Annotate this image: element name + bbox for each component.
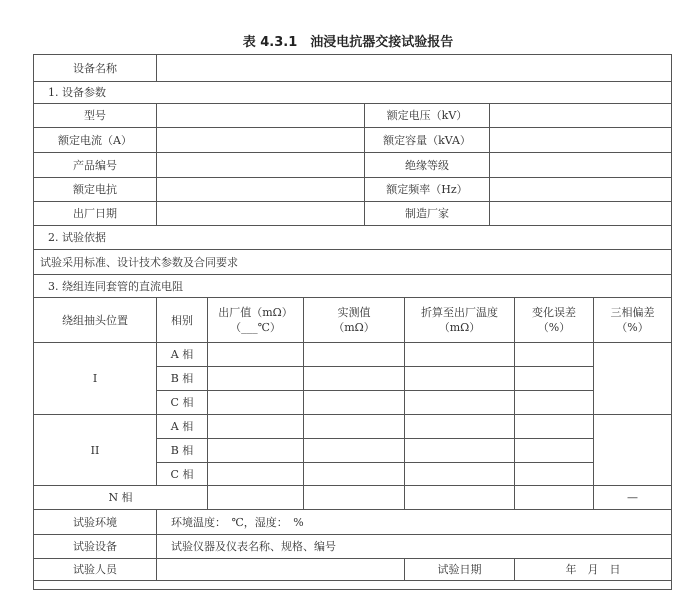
manufacture-date-label: 出厂日期 xyxy=(33,201,157,226)
manufacturer-field[interactable] xyxy=(489,201,672,226)
rated-frequency-label: 额定频率（Hz） xyxy=(364,177,490,202)
date-field[interactable]: 年 月 日 xyxy=(514,558,672,581)
converted-cell[interactable] xyxy=(404,438,515,463)
converted-cell[interactable] xyxy=(404,462,515,486)
rated-current-label: 额定电流（A） xyxy=(33,127,157,153)
header-change-line2: （%） xyxy=(537,321,571,334)
header-converted-value xyxy=(404,297,515,343)
date-label: 试验日期 xyxy=(404,558,515,581)
n-factory-cell[interactable] xyxy=(207,485,304,510)
rated-reactance-label: 额定电抗 xyxy=(33,177,157,202)
personnel-label: 试验人员 xyxy=(33,558,157,581)
header-factory-value-line2: （___℃） xyxy=(230,321,281,334)
change-cell[interactable] xyxy=(514,462,594,486)
test-basis-text: 试验采用标准、设计技术参数及合同要求 xyxy=(33,249,672,275)
manufacturer-label: 制造厂家 xyxy=(364,201,490,226)
header-measured-line2: （mΩ） xyxy=(333,321,375,334)
product-no-field[interactable] xyxy=(156,152,365,178)
header-measured-value xyxy=(303,297,405,343)
page-title: 表 4.3.1 油浸电抗器交接试验报告 xyxy=(242,35,454,50)
header-imbalance-line1: 三相偏差 xyxy=(610,306,655,319)
header-three-phase-imbalance xyxy=(593,297,672,343)
n-converted-cell[interactable] xyxy=(404,485,515,510)
header-imbalance-line2: （%） xyxy=(616,321,649,334)
phase-cell: B 相 xyxy=(156,366,208,391)
header-phase: 相别 xyxy=(156,297,208,343)
header-factory-value xyxy=(207,297,304,343)
n-phase-label: N 相 xyxy=(33,485,208,510)
rated-frequency-field[interactable] xyxy=(489,177,672,202)
measured-cell[interactable] xyxy=(303,414,405,439)
converted-cell[interactable] xyxy=(404,342,515,367)
manufacture-date-field[interactable] xyxy=(156,201,365,226)
phase-cell: C 相 xyxy=(156,390,208,415)
header-factory-value-line1: 出厂值（mΩ） xyxy=(218,306,293,319)
factory-cell[interactable] xyxy=(207,462,304,486)
equip-text: 试验仪器及仪表名称、规格、编号 xyxy=(156,534,672,559)
device-name-label: 设备名称 xyxy=(33,54,157,82)
header-measured-line1: 实测值 xyxy=(337,306,371,319)
factory-cell[interactable] xyxy=(207,366,304,391)
rated-voltage-field[interactable] xyxy=(489,103,672,128)
header-change-line1: 变化误差 xyxy=(532,306,576,319)
equip-label: 试验设备 xyxy=(33,534,157,559)
remarks-row xyxy=(33,580,672,590)
phase-cell: B 相 xyxy=(156,438,208,463)
rated-capacity-field[interactable] xyxy=(489,127,672,153)
phase-cell: A 相 xyxy=(156,342,208,367)
factory-cell[interactable] xyxy=(207,390,304,415)
insulation-class-field[interactable] xyxy=(489,152,672,178)
factory-cell[interactable] xyxy=(207,438,304,463)
n-imbalance-cell: — xyxy=(593,485,672,510)
phase-cell: A 相 xyxy=(156,414,208,439)
device-name-field[interactable] xyxy=(156,54,672,82)
product-no-label: 产品编号 xyxy=(33,152,157,178)
section-equipment-params: 1. 设备参数 xyxy=(33,81,672,104)
tap-position-cell: II xyxy=(33,414,157,486)
imbalance-cell[interactable] xyxy=(593,414,672,486)
converted-cell[interactable] xyxy=(404,390,515,415)
header-tap-position: 绕组抽头位置 xyxy=(33,297,157,343)
section-dc-resistance: 3. 绕组连同套管的直流电阻 xyxy=(33,274,672,298)
rated-current-field[interactable] xyxy=(156,127,365,153)
change-cell[interactable] xyxy=(514,414,594,439)
model-label: 型号 xyxy=(33,103,157,128)
env-label: 试验环境 xyxy=(33,509,157,535)
n-change-cell[interactable] xyxy=(514,485,594,510)
phase-cell: C 相 xyxy=(156,462,208,486)
factory-cell[interactable] xyxy=(207,414,304,439)
converted-cell[interactable] xyxy=(404,414,515,439)
converted-cell[interactable] xyxy=(404,366,515,391)
change-cell[interactable] xyxy=(514,390,594,415)
imbalance-cell[interactable] xyxy=(593,342,672,415)
insulation-class-label: 绝缘等级 xyxy=(364,152,490,178)
change-cell[interactable] xyxy=(514,438,594,463)
header-converted-line2: （mΩ） xyxy=(438,321,481,334)
n-measured-cell[interactable] xyxy=(303,485,405,510)
section-test-basis: 2. 试验依据 xyxy=(33,225,672,250)
header-change-error xyxy=(514,297,594,343)
personnel-field[interactable] xyxy=(156,558,405,581)
measured-cell[interactable] xyxy=(303,366,405,391)
measured-cell[interactable] xyxy=(303,438,405,463)
tap-position-cell: I xyxy=(33,342,157,415)
model-field[interactable] xyxy=(156,103,365,128)
measured-cell[interactable] xyxy=(303,342,405,367)
rated-capacity-label: 额定容量（kVA） xyxy=(364,127,490,153)
factory-cell[interactable] xyxy=(207,342,304,367)
header-converted-line1: 折算至出厂温度 xyxy=(421,306,498,319)
env-text: 环境温度： ℃，湿度： % xyxy=(156,509,672,535)
rated-reactance-field[interactable] xyxy=(156,177,365,202)
change-cell[interactable] xyxy=(514,342,594,367)
rated-voltage-label: 额定电压（kV） xyxy=(364,103,490,128)
measured-cell[interactable] xyxy=(303,462,405,486)
measured-cell[interactable] xyxy=(303,390,405,415)
change-cell[interactable] xyxy=(514,366,594,391)
